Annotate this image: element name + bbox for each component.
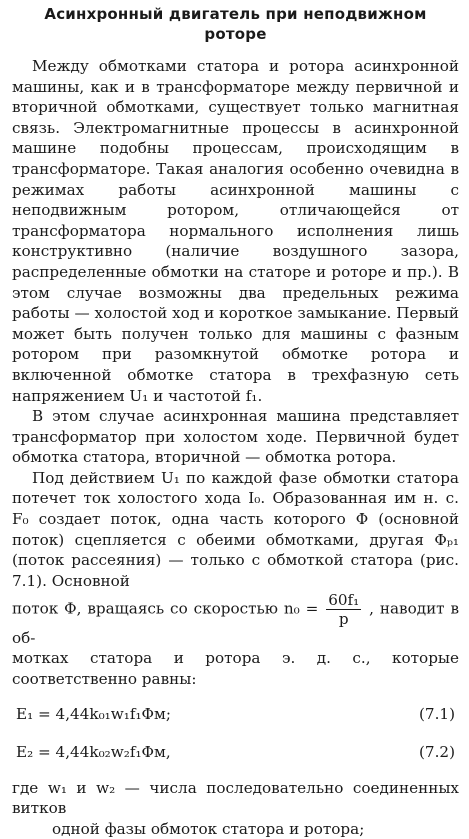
speed-formula-line: [12, 591, 459, 648]
definition-line-1: где w₁ и w₂ — числа последовательно соединенных витков: [12, 778, 459, 818]
speed-fraction-denominator: p: [338, 610, 349, 629]
paragraph-3: Под действием U₁ по каждой фазе обмотки статора потечет ток холостого хода I₀. Образованная им н. с. F₀ создает поток, одна часть которого Φ (основной поток) сцепляется с обеими обмотками, другая Φₚ₁ (поток рассеяния) — только с обмоткой статора (рис. 7.1). Основной: [12, 468, 459, 590]
paragraph-1: Между обмотками статора и ротора асинхронной машины, как и в трансформаторе между первичной и вторичной обмотками, существует только магнитная связь. Электромагнитные процессы в асинхронной машине подобны процессам, происходящим в трансформаторе. Такая аналогия особенно очевидна в режимах работы асинхронной машины с неподвижным ротором, отличающейся от трансформатора нормального исполнения лишь конструктивно (наличие воздушного зазора, распределенные обмотки на статоре и роторе и пр.). В этом случае возможны два предельных режима работы — холостой ход и короткое замыкание. Первый может быть получен только для машины с фазным ротором при разомкнутой обмотке ротора и включенной обмотке статора в трехфазную сеть напряжением U₁ и частотой f₁.: [12, 57, 459, 405]
equation-7-1: [12, 704, 459, 724]
paragraph-3-end: мотках статора и ротора э. д. с., которые соответственно равны:: [12, 649, 459, 689]
equation-7-1-formula: E₁ = 4,44k₀₁w₁f₁Φм;: [16, 704, 171, 723]
speed-fraction-numerator: 60f₁: [328, 591, 360, 610]
definition-block: [12, 778, 459, 839]
equation-7-1-number: (7.1): [418, 704, 455, 723]
equation-7-2-formula: E₂ = 4,44k₀₂w₂f₁Φм,: [16, 742, 171, 761]
speed-fraction: [326, 591, 361, 628]
paragraph-2: В этом случае асинхронная машина представляет трансформатор при холостом ходе. Первичной будет обмотка статора, вторичной — обмотка ротора.: [12, 407, 459, 467]
speed-formula-suffix: , наводит в об-: [12, 599, 460, 648]
section-title: Асинхронный двигатель при неподвижном роторе: [44, 5, 427, 43]
equation-7-2-number: (7.2): [418, 742, 455, 761]
equation-7-2: [12, 742, 459, 762]
definition-line-2: одной фазы обмоток статора и ротора;: [52, 819, 365, 838]
speed-formula-prefix: поток Φ, вращаясь со скоростью n₀ =: [12, 599, 319, 618]
